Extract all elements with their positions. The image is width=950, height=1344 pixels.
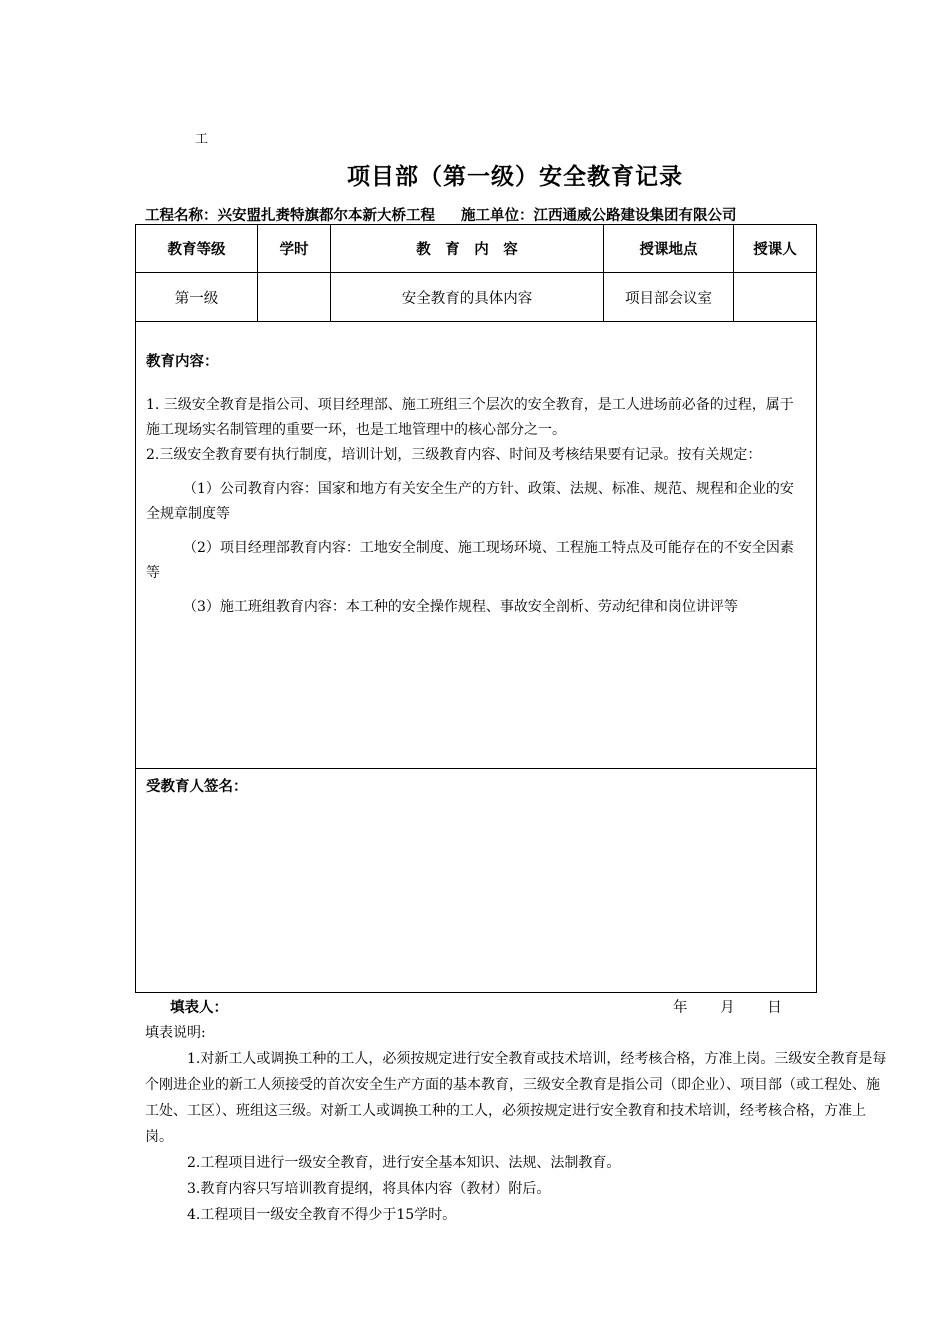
- project-name: 工程名称：兴安盟扎赉特旗都尔本新大桥工程: [145, 208, 435, 224]
- note-item-1: 1.对新工人或调换工种的工人，必须按规定进行安全教育或技术培训，经考核合格，方准上岗。三级安全教育是每个刚进企业的新工人须接受的首次安全生产方面的基本教育，三级安全教育是指公司（即企业）、项目部（或工程处、施工处、工区）、班组这三级。对新工人或调换工种的工人，必须按规定进行安全教育和技术培训，经考核合格，方准上岗。: [145, 1051, 887, 1145]
- cell-level: 第一级: [136, 273, 258, 322]
- header-hours: 学时: [258, 225, 331, 273]
- cell-content: 安全教育的具体内容: [331, 273, 604, 322]
- note-item-3: 3.教育内容只写培训教育提纲，将具体内容（教材）附后。: [187, 1181, 551, 1197]
- corner-mark: 工: [195, 132, 209, 147]
- signature-label: 受教育人签名：: [146, 779, 248, 795]
- project-meta: [145, 204, 845, 225]
- table-row: [136, 273, 817, 322]
- construction-unit: 施工单位：江西通威公路建设集团有限公司: [461, 208, 737, 224]
- content-item-3: （3）施工班组教育内容：本工种的安全操作规程、事故安全剖析、劳动纪律和岗位讲评等: [183, 599, 738, 615]
- content-paragraph-1: 1. 三级安全教育是指公司、项目经理部、施工班组三个层次的安全教育，是工人进场前必备的过程，属于施工现场实名制管理的重要一环，也是工地管理中的核心部分之一。: [146, 397, 794, 438]
- fill-instructions: [145, 1020, 890, 1228]
- notes-heading: 填表说明:: [145, 1025, 206, 1041]
- note-item-2: 2.工程项目进行一级安全教育，进行安全基本知识、法规、法制教育。: [187, 1155, 621, 1171]
- filler-label: 填表人：: [170, 1000, 228, 1016]
- content-paragraph-2: 2.三级安全教育要有执行制度，培训计划，三级教育内容、时间及考核结果要有记录。按有关规定：: [146, 447, 762, 463]
- page-title: 项目部（第一级）安全教育记录: [347, 164, 683, 190]
- content-label: 教育内容：: [146, 354, 219, 370]
- cell-location: 项目部会议室: [604, 273, 734, 322]
- content-section: [136, 322, 817, 769]
- cell-instructor: [734, 273, 817, 322]
- signature-section: [136, 769, 817, 993]
- note-item-4: 4.工程项目一级安全教育不得少于15学时。: [187, 1207, 457, 1223]
- header-level: 教育等级: [136, 225, 258, 273]
- header-content: 教 育 内 容: [331, 225, 604, 273]
- content-item-2: （2）项目经理部教育内容：工地安全制度、施工现场环境、工程施工特点及可能存在的不安全因素等: [146, 540, 794, 581]
- cell-hours: [258, 273, 331, 322]
- header-row: [136, 225, 817, 273]
- education-record-table: [135, 224, 817, 993]
- content-body: [136, 393, 816, 620]
- header-location: 授课地点: [604, 225, 734, 273]
- date-label: 年 月 日: [673, 1000, 782, 1016]
- content-item-1: （1）公司教育内容：国家和地方有关安全生产的方针、政策、法规、标准、规范、规程和企业的安全规章制度等: [146, 481, 794, 522]
- header-instructor: 授课人: [734, 225, 817, 273]
